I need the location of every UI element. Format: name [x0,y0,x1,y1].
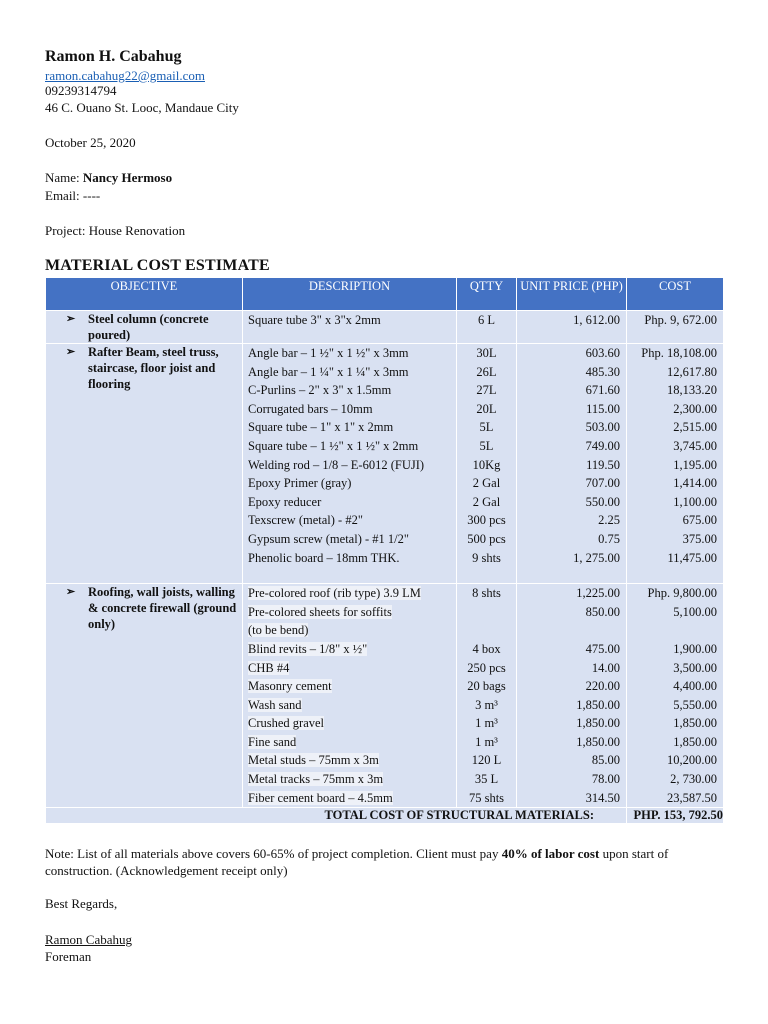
description-text: Epoxy reducer [248,494,322,509]
note-suffix: upon start of construction. (Acknowledgement receipt only) [45,846,669,878]
unit-price-value: 85.00 [591,753,620,768]
qtty-value: 3 m³ [475,697,498,712]
description-cell [243,584,457,808]
project-value: House Renovation [88,223,186,238]
unit-price-value: 314.50 [585,790,620,805]
table-row [46,311,724,344]
row-spacer [517,567,626,583]
sender-email-link[interactable]: ramon.cabahug22@gmail.com [45,68,205,83]
qtty-value: 500 pcs [467,531,506,546]
cost-value: 2,300.00 [673,401,717,416]
cost-value: 4,400.00 [673,679,717,694]
cost-value: 3,745.00 [673,438,717,453]
cost-value: 1,414.00 [673,476,717,491]
unit-price-value: 485.30 [585,364,620,379]
total-value: PHP. 153, 792.50 [627,808,724,824]
cost-value: 2,515.00 [673,420,717,435]
description-text: Gypsum screw (metal) - #1 1/2" [248,531,409,546]
description-value [243,437,456,456]
note-bold: 40% of labor cost [501,846,600,861]
unit-price-value [517,621,626,640]
signature-name: Ramon Cabahug [45,932,133,947]
qtty-value: 5L [479,438,494,453]
objective-cell [46,584,243,808]
description-text: Epoxy Primer (gray) [248,476,352,491]
project-line [45,223,185,239]
client-name-label: Name: [45,170,80,185]
cost-value: 3,500.00 [673,660,717,675]
description-text: Corrugated bars – 10mm [248,401,373,416]
description-value [243,696,456,715]
qtty-value: 1 m³ [475,716,498,731]
closing-line: Best Regards, [45,896,118,911]
description-text: Square tube – 1 ½" x 1 ½" x 2mm [248,438,419,453]
cost-value: 2, 730.00 [670,772,717,787]
cost-value: 11,475.00 [667,550,717,565]
cost-value [627,621,723,640]
objective-label: Roofing, wall joists, walling & concrete firewall (ground only) [88,585,237,632]
unit-price-value: 1,225.00 [576,586,620,601]
description-text: Square tube 3" x 3"x 2mm [248,313,381,327]
row-spacer [243,567,456,583]
description-text: Angle bar – 1 ¼" x 1 ¼" x 3mm [248,364,409,379]
unit-price-value: 1,850.00 [576,716,620,731]
description-text: Masonry cement [248,679,332,694]
client-name: Nancy Hermoso [82,170,173,185]
column-header-unit-price: UNIT PRICE (PHP) [517,278,627,311]
description-value [243,677,456,696]
cost-value: 23,587.50 [667,790,717,805]
description-value [243,418,456,437]
cost-value: 5,550.00 [673,697,717,712]
unit-price-value: 850.00 [585,604,620,619]
column-header-cost: COST [627,278,724,311]
cost-value: 675.00 [682,513,717,528]
description-text: Blind revits – 1/8" x ½" [248,641,368,656]
objective-item [46,311,242,343]
description-cell [243,311,457,344]
bullet-arrow-icon: ➢ [66,313,76,325]
description-text: Pre-colored sheets for soffits [248,604,392,619]
cost-value: Php. 18,108.00 [641,346,717,360]
sender-address: 46 C. Ouano St. Looc, Mandaue City [45,100,239,115]
table-header-row [46,278,724,311]
note-prefix: Note: List of all materials above covers 60-65% of project completion. Client must pay [45,846,502,861]
unit-price-value: 1,850.00 [576,734,620,749]
unit-price-value: 749.00 [585,438,620,453]
description-value [243,584,456,603]
client-email-label: Email: [45,188,80,203]
description-value [243,381,456,400]
description-value [243,603,456,622]
description-value [243,659,456,678]
unit-price-value: 14.00 [591,660,620,675]
description-value [243,621,456,640]
qtty-value: 26L [476,364,497,379]
sender-phone: 09239314794 [45,83,117,98]
description-text: Metal studs – 75mm x 3m [248,753,379,768]
qtty-value: 20 bags [467,679,506,694]
section-heading: MATERIAL COST ESTIMATE [45,257,270,274]
unit-price-value: 115.00 [586,401,620,416]
column-header-objective: OBJECTIVE [46,278,243,311]
description-value [243,344,456,363]
unit-price-value: 2.25 [598,513,620,528]
qtty-value: 2 Gal [472,494,501,509]
unit-price-value: 220.00 [585,679,620,694]
description-text: Square tube – 1" x 1" x 2mm [248,420,394,435]
material-cost-table [45,277,724,824]
unit-price-value: 119.50 [586,457,620,472]
bullet-arrow-icon: ➢ [66,586,76,599]
unit-price-value: 550.00 [585,494,620,509]
cost-value: 18,133.20 [667,383,717,398]
description-text: Welding rod – 1/8 – E-6012 (FUJI) [248,457,425,472]
objective-item [46,584,242,632]
table-row [46,344,724,584]
description-text: Angle bar – 1 ½" x 1 ½" x 3mm [248,346,409,360]
total-label: TOTAL COST OF STRUCTURAL MATERIALS: [46,808,627,824]
row-spacer [627,567,723,583]
qtty-value: 27L [476,383,497,398]
unit-price-value: 1,850.00 [576,697,620,712]
description-text: Crushed gravel [248,716,325,731]
description-text: Fine sand [248,734,297,749]
unit-price-value: 0.75 [598,531,620,546]
client-name-line [45,170,172,186]
qtty-value: 5L [479,420,494,435]
unit-price-value: 503.00 [585,420,620,435]
cost-value: 1,195.00 [673,457,717,472]
qtty-value: 10Kg [472,457,501,472]
qtty-value: 1 m³ [475,734,498,749]
project-label: Project: [45,223,86,238]
description-text: Wash sand [248,697,302,712]
description-cell [243,344,457,584]
letter-date: October 25, 2020 [45,135,136,150]
description-text: Metal tracks – 75mm x 3m [248,772,384,787]
qtty-cell [457,311,517,344]
qtty-value [457,603,516,622]
description-value [243,511,456,530]
description-text: C-Purlins – 2" x 3" x 1.5mm [248,383,392,398]
unit-price-value: 707.00 [585,476,620,491]
description-text: Phenolic board – 18mm THK. [248,550,400,565]
qtty-value: 20L [476,401,497,416]
description-value [243,549,456,568]
row-spacer [457,567,516,583]
sender-name: Ramon H. Cabahug [45,48,182,65]
qtty-value: 300 pcs [467,513,506,528]
client-email-line [45,188,100,204]
objective-cell [46,311,243,344]
description-text: Fiber cement board – 4.5mm [248,790,393,805]
cost-value: 1,850.00 [673,734,717,749]
description-value [243,493,456,512]
cost-value: 12,617.80 [667,364,717,379]
qtty-cell [457,344,517,584]
unit-price-cell [517,311,627,344]
description-text: Texscrew (metal) - #2" [248,513,363,528]
qtty-value: 75 shts [468,790,505,805]
cost-value: Php. 9,800.00 [647,586,717,601]
cost-value: 1,100.00 [673,494,717,509]
description-value [243,640,456,659]
description-value [243,789,456,808]
client-email: ---- [82,188,101,203]
cost-cell [627,344,724,584]
description-value [243,751,456,770]
column-header-description: DESCRIPTION [243,278,457,311]
qtty-value: 120 L [471,753,502,768]
unit-price-value: 1, 275.00 [573,550,620,565]
description-value [243,363,456,382]
qtty-value: 2 Gal [472,476,501,491]
cost-value: 375.00 [682,531,717,546]
cost-value: 1,850.00 [673,716,717,731]
objective-label: Rafter Beam, steel truss, staircase, floor joist and flooring [88,345,219,391]
qtty-value: 9 shts [472,550,501,565]
cost-cell [627,311,724,344]
table-row [46,584,724,808]
description-text: CHB #4 [248,660,290,675]
qtty-value: 30L [476,346,497,360]
cost-value: 1,900.00 [673,641,717,656]
description-value [243,714,456,733]
bullet-arrow-icon: ➢ [66,346,76,358]
signature-title: Foreman [45,949,92,964]
description-text: (to be bend) [248,623,309,638]
qtty-value: 6 L [477,313,495,327]
qtty-value: 250 pcs [467,660,506,675]
description-value [243,733,456,752]
unit-price-value: 671.60 [585,383,620,398]
description-text: Pre-colored roof (rib type) 3.9 LM [248,586,421,601]
unit-price-value: 603.60 [585,346,620,360]
cost-cell [627,584,724,808]
description-value [243,456,456,475]
qtty-cell [457,584,517,808]
description-value [243,530,456,549]
cost-value: 5,100.00 [673,604,717,619]
cost-value: Php. 9, 672.00 [644,313,717,327]
unit-price-value: 475.00 [585,641,620,656]
unit-price-cell [517,584,627,808]
objective-label: Steel column (concrete poured) [88,312,209,342]
description-value [243,311,456,330]
cost-value: 10,200.00 [667,753,717,768]
description-value [243,400,456,419]
unit-price-value: 78.00 [591,772,620,787]
qtty-value: 35 L [474,772,499,787]
description-value [243,474,456,493]
column-header-qtty: QTTY [457,278,517,311]
note-paragraph [45,845,735,879]
objective-item [46,344,242,392]
total-row [46,808,724,824]
objective-cell [46,344,243,584]
qtty-value [457,621,516,640]
qtty-value: 8 shts [472,586,501,601]
unit-price-value: 1, 612.00 [573,313,620,327]
unit-price-cell [517,344,627,584]
description-value [243,770,456,789]
qtty-value: 4 box [472,641,501,656]
